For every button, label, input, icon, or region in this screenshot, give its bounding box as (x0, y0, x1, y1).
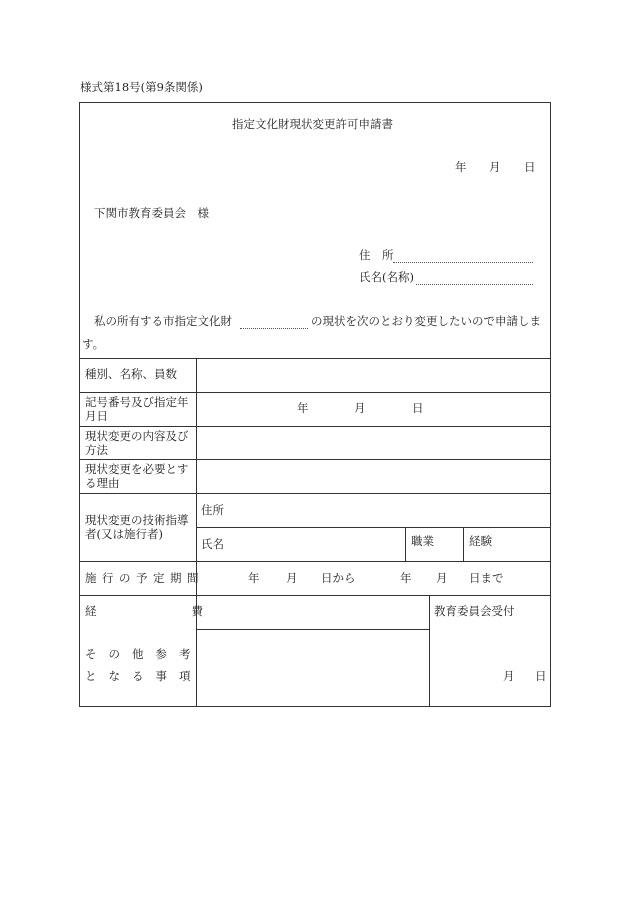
other-notes-field[interactable] (197, 630, 428, 706)
table-line (79, 561, 551, 562)
supervisor-address-label: 住所 (201, 503, 224, 517)
schedule-label: 施行の予定期間 (85, 571, 204, 585)
table-line (196, 527, 551, 528)
schedule-day-to: 日まで (469, 571, 504, 585)
reason-field[interactable] (197, 460, 550, 492)
table-line (79, 392, 551, 393)
reception-label: 教育委員会受付 (434, 604, 515, 618)
schedule-month-to: 月 (436, 571, 448, 585)
schedule-year-from: 年 (248, 571, 260, 585)
supervisor-name-label: 氏名 (201, 537, 224, 551)
statement-after: の現状を次のとおり変更したいので申請しま (311, 314, 541, 328)
applicant-address-label: 住 所 (359, 248, 394, 262)
change-content-label: 現状変更の内容及び 方法 (85, 429, 189, 457)
reception-month: 月 (503, 669, 515, 683)
table-line (463, 527, 464, 561)
date-day: 日 (524, 160, 536, 174)
record-year: 年 (297, 401, 309, 415)
record-day: 日 (412, 401, 424, 415)
expense-field[interactable] (197, 596, 428, 628)
table-line (429, 595, 430, 707)
record-month: 月 (354, 401, 366, 415)
schedule-year-to: 年 (400, 571, 412, 585)
table-line (79, 493, 551, 494)
reason-label: 現状変更を必要とす る理由 (85, 462, 189, 490)
type-name-count-field[interactable] (197, 359, 550, 391)
reception-day: 日 (535, 669, 547, 683)
supervisor-occupation-label: 職業 (411, 534, 434, 548)
supervisor-label: 現状変更の技術指導 者(又は施行者) (85, 513, 189, 541)
change-content-field[interactable] (197, 427, 550, 458)
schedule-day-from: 日から (321, 571, 356, 585)
table-line (405, 527, 406, 561)
date-year: 年 (455, 160, 467, 174)
applicant-address-field[interactable] (393, 262, 533, 263)
form-code: 様式第18号(第9条関係) (80, 80, 203, 94)
schedule-month-from: 月 (286, 571, 298, 585)
applicant-name-label: 氏名(名称) (359, 270, 414, 284)
type-name-count-label: 種別、名称、員数 (85, 367, 177, 381)
date-month: 月 (489, 160, 501, 174)
other-notes-label: その他参考 となる事項 (85, 647, 203, 683)
expense-label: 経 費 (85, 604, 227, 618)
record-number-label: 記号番号及び指定年 月日 (85, 395, 189, 423)
applicant-name-field[interactable] (416, 284, 533, 285)
addressee: 下関市教育委員会 様 (94, 206, 209, 220)
statement-cont: す。 (82, 337, 105, 351)
statement-before: 私の所有する市指定文化財 (94, 314, 232, 328)
form-title: 指定文化財現状変更許可申請書 (232, 117, 393, 131)
supervisor-experience-label: 経験 (469, 534, 492, 548)
cultural-property-field[interactable] (240, 328, 308, 329)
